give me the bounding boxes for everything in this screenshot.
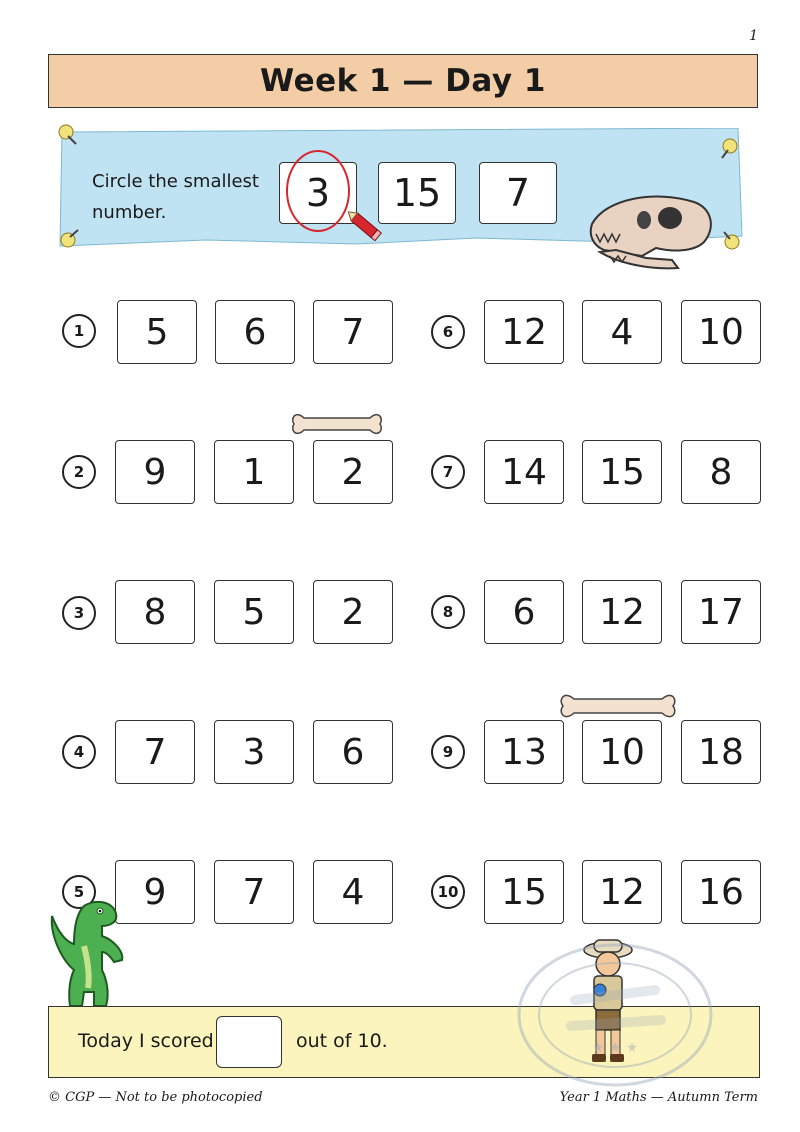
question-number: 5 — [62, 875, 96, 909]
number-box[interactable]: 13 — [484, 720, 564, 784]
pushpin-icon — [720, 230, 746, 254]
page-title-text: Week 1 — Day 1 — [260, 63, 546, 99]
number-box[interactable]: 15 — [484, 860, 564, 924]
number-box[interactable]: 6 — [484, 580, 564, 644]
score-label: Today I scored — [78, 1030, 214, 1052]
number-box[interactable]: 7 — [214, 860, 294, 924]
number-box[interactable]: 5 — [117, 300, 197, 364]
page-title — [48, 54, 758, 108]
question-number: 2 — [62, 455, 96, 489]
number-box[interactable]: 8 — [115, 580, 195, 644]
question-number: 10 — [431, 875, 465, 909]
score-input-box[interactable] — [216, 1016, 282, 1068]
pushpin-icon — [56, 228, 82, 252]
bone-icon — [290, 404, 384, 444]
number-box[interactable]: 5 — [214, 580, 294, 644]
page-number: 1 — [749, 28, 758, 44]
number-box[interactable]: 7 — [313, 300, 393, 364]
number-box[interactable]: 10 — [681, 300, 761, 364]
pencil-icon — [344, 206, 388, 250]
number-box[interactable]: 12 — [582, 860, 662, 924]
number-box[interactable]: 4 — [313, 860, 393, 924]
number-box[interactable]: 9 — [115, 860, 195, 924]
example-number-box: 7 — [479, 162, 557, 224]
number-box[interactable]: 6 — [313, 720, 393, 784]
number-box[interactable]: 2 — [313, 580, 393, 644]
pushpin-icon — [54, 122, 80, 146]
svg-text:★ ★ ★: ★ ★ ★ — [591, 1040, 639, 1056]
number-box[interactable]: 15 — [582, 440, 662, 504]
dinosaur-skull-icon — [586, 190, 718, 282]
number-box[interactable]: 10 — [582, 720, 662, 784]
question-number: 4 — [62, 735, 96, 769]
question-number: 3 — [62, 596, 96, 630]
footer-course: Year 1 Maths — Autumn Term — [559, 1090, 758, 1105]
score-suffix: out of 10. — [296, 1030, 388, 1052]
dinosaur-icon — [44, 896, 134, 1010]
footer-copyright: © CGP — Not to be photocopied — [48, 1090, 263, 1105]
number-box[interactable]: 16 — [681, 860, 761, 924]
bone-icon — [558, 684, 678, 728]
number-box[interactable]: 14 — [484, 440, 564, 504]
question-number: 6 — [431, 315, 465, 349]
question-number: 8 — [431, 595, 465, 629]
example-answer-circle — [286, 150, 350, 232]
number-box[interactable]: 7 — [115, 720, 195, 784]
number-box[interactable]: 12 — [582, 580, 662, 644]
pushpin-icon — [718, 136, 744, 160]
number-box[interactable]: 9 — [115, 440, 195, 504]
number-box[interactable]: 18 — [681, 720, 761, 784]
example-instruction — [92, 166, 272, 228]
number-box[interactable]: 2 — [313, 440, 393, 504]
number-box[interactable]: 4 — [582, 300, 662, 364]
question-number: 1 — [62, 314, 96, 348]
number-box[interactable]: 1 — [214, 440, 294, 504]
example-number-box: 3 — [279, 162, 357, 224]
question-number: 9 — [431, 735, 465, 769]
number-box[interactable]: 8 — [681, 440, 761, 504]
number-box[interactable]: 12 — [484, 300, 564, 364]
example-number-box: 15 — [378, 162, 456, 224]
number-box[interactable]: 3 — [214, 720, 294, 784]
watermark-seal-icon — [515, 940, 715, 1090]
number-box[interactable]: 6 — [215, 300, 295, 364]
number-box[interactable]: 17 — [681, 580, 761, 644]
instruction-line-2: number. — [92, 202, 167, 223]
question-number: 7 — [431, 455, 465, 489]
instruction-line-1: Circle the smallest — [92, 171, 259, 192]
